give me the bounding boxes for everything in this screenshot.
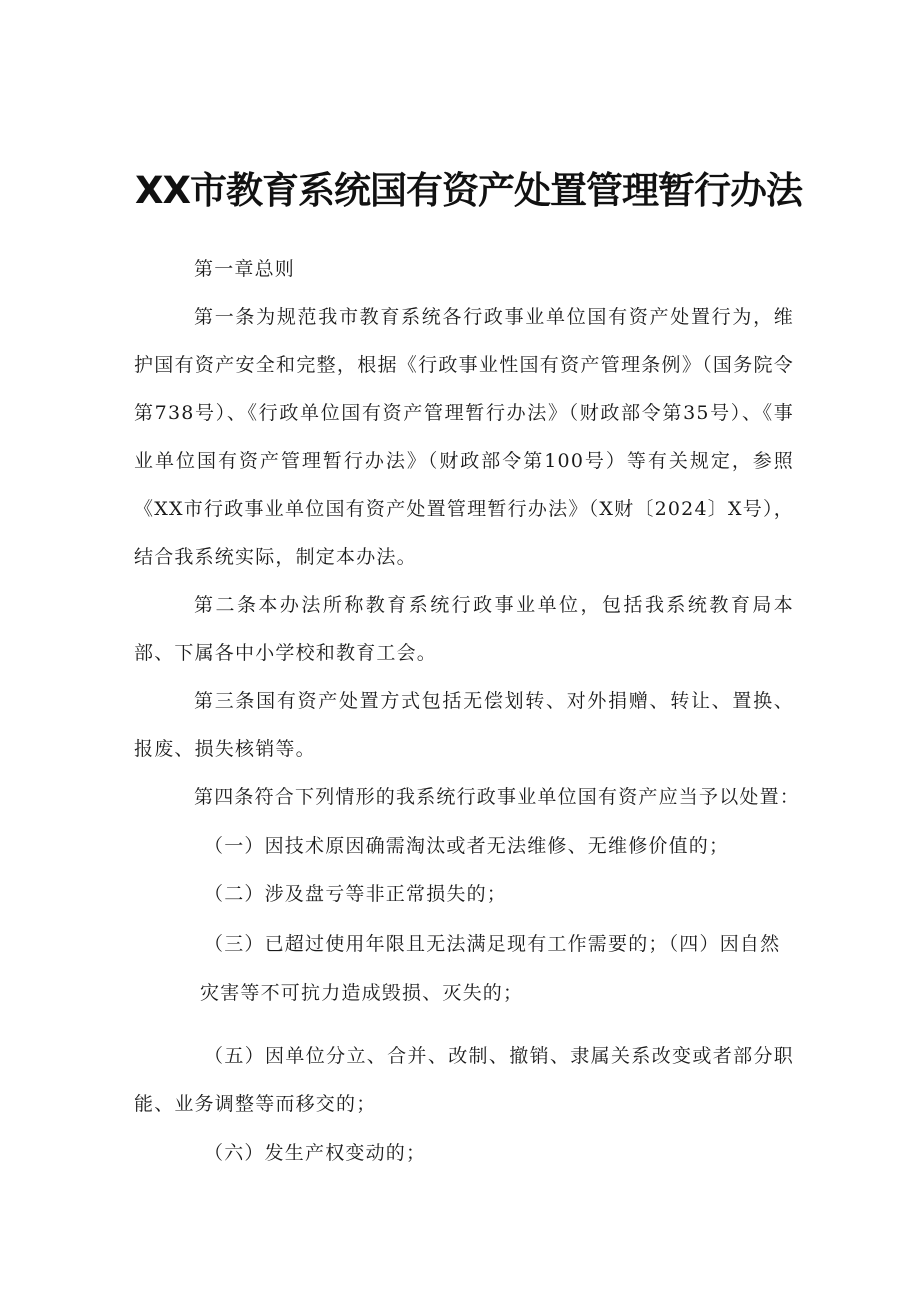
list-item-6: （六）发生产权变动的； xyxy=(204,1142,427,1164)
chapter-heading: 第一章总则 xyxy=(194,258,296,280)
list-item-4: 灾害等不可抗力造成毁损、灭失的； xyxy=(200,982,524,1004)
document-title: XX市教育系统国有资产处置管理暂行办法 xyxy=(135,169,803,212)
article-4: 第四条符合下列情形的我系统行政事业单位国有资产应当予以处置： xyxy=(194,786,801,808)
article-1: 第一条为规范我市教育系统各行政事业单位国有资产处置行为，维护国有资产安全和完整，根据《行政事业性国有资产管理条例》（国务院令第738号）、《行政单位国有资产管理暂行办法》（财政部令第35号）、《事业单位国有资产管理暂行办法》（财政部令第100号）等有关规定，参照《XX市行政事业单位国有资产处置管理暂行办法》（X财〔2024〕X号），结合我系统实际，制定本办法。 xyxy=(134,306,794,568)
list-item-1: （一）因技术原因确需淘汰或者无法维修、无维修价值的； xyxy=(204,835,730,857)
list-item-3: （三）已超过使用年限且无法满足现有工作需要的；（四）因自然 xyxy=(204,933,781,955)
list-item-2: （二）涉及盘亏等非正常损失的； xyxy=(204,883,508,905)
list-item-5: （五）因单位分立、合并、改制、撤销、隶属关系改变或者部分职能、业务调整等而移交的； xyxy=(134,1045,794,1115)
article-2: 第二条本办法所称教育系统行政事业单位，包括我系统教育局本部、下属各中小学校和教育工会。 xyxy=(134,594,794,664)
article-3: 第三条国有资产处置方式包括无偿划转、对外捐赠、转让、置换、报废、损失核销等。 xyxy=(134,690,794,760)
